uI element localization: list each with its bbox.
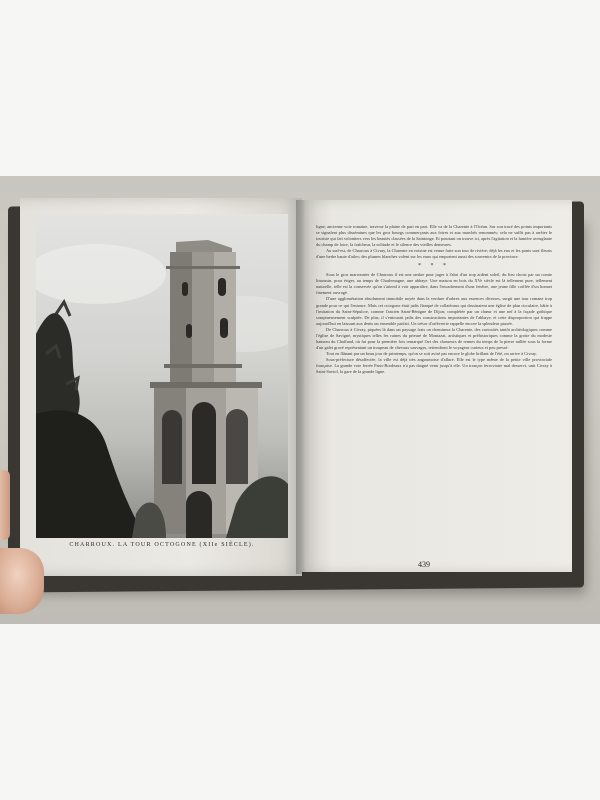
tower-illustration [36,214,288,538]
paragraph: D'une agglomération absolument immobile noyée dans la verdure d'arbres aux essences diverses, surgit une tour romane trop grande pour ce qui l'entoure. Mais cet octogone était jadis flanqué de collatéraux qui dessinaient une église de plan circulaire, bâtie à l'imitation du Saint-Sépulcre, comme l'ancien Saint-Bénigne de Dijon; complétée par un chœur et une nef à la façade gothique somptueusement sculptée. De plus, il s'entourait jadis des constructions importantes de l'abbaye, et cette disproportion qui frappe aujourd'hui en laissant aux dents un ensemble parfait. Un trésor d'orfèvrerie rappelle encore la splendeur passée. [316,296,552,326]
book-gutter [296,200,306,574]
page-number: 439 [418,560,430,569]
finger [0,470,10,540]
tower-photograph [36,214,288,538]
paragraph: De Charroux à Civray, piquées là dans un paysage frais on cheminera la Charente, des curiosités tantôt archéologiques comme l'église de Savigné, mystiques telles les ruines du prieuré de Montazai, artistiques et préhistoriques comme la grotte du modeste hameau du Chaffaud, où fut pour la première fois remarqué l'art des chasseurs de rennes du temps de la pierre taillée sous la forme d'un galet gravé représentant un troupeau de chevaux sauvages, retiendront le voyageur curieux et peu pressé. [316,326,552,350]
paragraph: Au sud-est, de Charroux à Civray, la Charente en voisine est venue faire son tour de rivière; déjà les eux et les ponts sont fleuris d'une herbe haute d'ailes; des plumes blanches volent sur les eaux qui emportent aussi des souvenirs de la province. [316,248,552,260]
paragraph: Sous le gros marronnier de Charroux il est une ombre pour juger à l'abri d'un trop ardent soleil, du lieu choisi par un comte limousin, pour ériger, au temps de Charlemagne, une abbaye. Une maison en bois du XVe siècle est là tellement pure, tellement naturelle, telle est la conservée qu'on s'attend à voir apparaître, dans l'encadrement d'une fenêtre, une jeune fille coiffée d'un bonnet finement ouvragé. [316,272,552,296]
page-text [316,224,552,375]
paragraph: ligne, ancienne voie romaine, traverse la plaine de part en part. Elle va de la Charente à l'Océan. Sur son tracé des points importants se signalent plus dissémines que les gros bourgs commerçants aux foires et aux marchés renommés; cela ne suffit pas à arrêter le touriste qui fait volontiers vers les beautés classées de la Saintonge. Et pourtant on trouve ici, après l'agitation et la lumière aveuglante du champ de foire, la fraîcheur, la solitude et le silence des vieilles demeures. [316,224,552,248]
section-separator: * * * [418,263,450,270]
paragraph: Tout en flânant par un beau jour de printemps, qu'on se soit avisé par encore le globe brillant de l'été, on arrive à Civray. [326,350,537,356]
paragraph: Sous-préfecture désaffectée, la ville est déjà très angoumoise d'allure. Elle est le type même de la petite ville provinciale française. La grande voie ferrée Paris-Bordeaux n'a pas daigné venir jusqu'à elle. Un tronçon ferroviaire mal desservi, unit Civray à Saint-Saviol, la gare de la grande ligne. [316,356,552,375]
photo-caption: CHARROUX. LA TOUR OCTOGONE (XIIe SIÈCLE). [69,542,255,548]
thumb [0,548,44,614]
